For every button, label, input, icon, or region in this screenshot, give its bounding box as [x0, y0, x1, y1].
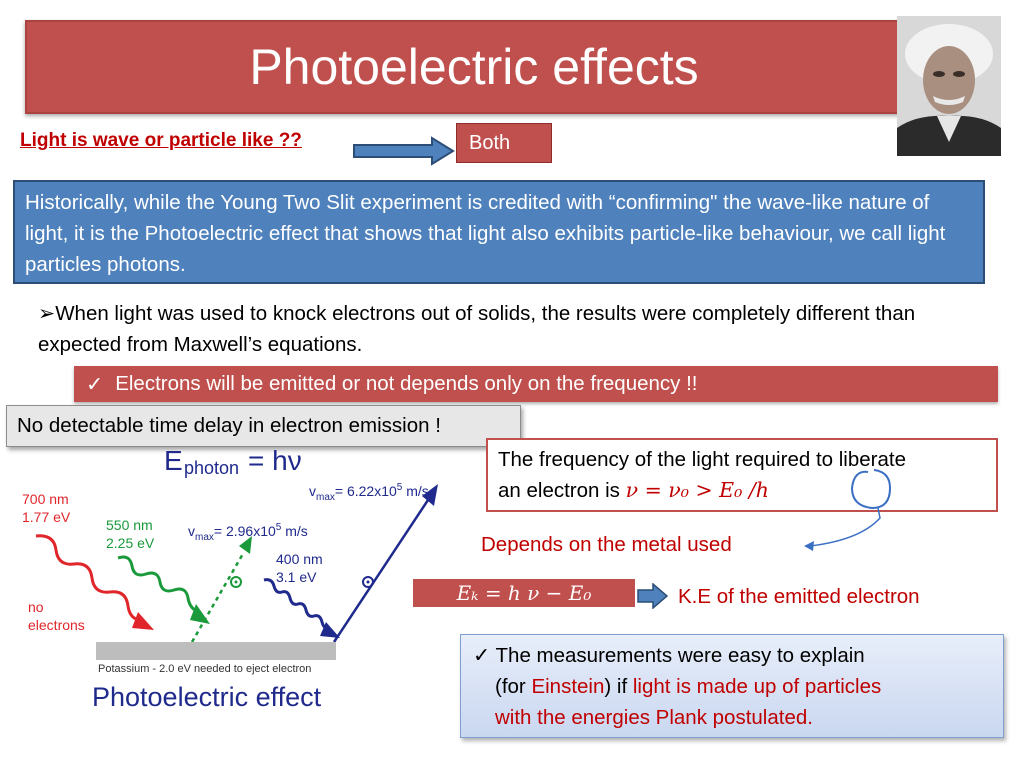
red-energy: 1.77 eV — [22, 509, 71, 525]
no-electrons-label-2: electrons — [28, 617, 85, 633]
question-text: Light is wave or particle like ?? — [20, 130, 302, 151]
no-delay-note: No detectable time delay in electron emission ! — [6, 405, 521, 447]
photon-equation-rhs: = hν — [248, 445, 302, 476]
checkmark-icon: ✓ — [473, 644, 491, 667]
blue-photon-wave — [264, 580, 340, 638]
plate-label: Potassium - 2.0 eV needed to eject electron — [98, 663, 312, 675]
arrow-right-icon — [637, 583, 669, 609]
einstein-text: Einstein — [531, 675, 605, 698]
blue-wavelength: 400 nm — [276, 551, 323, 567]
kinetic-energy-label: K.E of the emitted electron — [678, 585, 920, 608]
no-electrons-label-1: no — [28, 599, 44, 615]
bullet-item — [38, 298, 938, 360]
vmax1-label: $v_{max}= 6.22x10^5$ m/s — [309, 482, 429, 503]
diagram-caption: Photoelectric effect — [92, 682, 322, 712]
arrow-bullet-icon: ➢ — [38, 302, 56, 325]
depends-text: Depends on the metal used — [481, 533, 732, 556]
frequency-formula: ν = ν₀ > E₀ /h — [625, 478, 769, 502]
kinetic-energy-formula: Eₖ = h ν − E₀ — [413, 579, 635, 607]
photoelectric-diagram — [14, 440, 454, 720]
page-title: Photoelectric effects — [249, 39, 699, 95]
green-electron-path — [192, 536, 252, 642]
frequency-check-item — [74, 366, 998, 402]
check-text: Electrons will be emitted or not depends only on the frequency !! — [115, 372, 698, 395]
green-wavelength: 550 nm — [106, 517, 153, 533]
portrait-photo — [897, 16, 1001, 156]
photon-equation-e: E — [164, 445, 183, 476]
measurements-line2-open: (for — [495, 675, 532, 698]
particles-text: light is made up of particles — [632, 675, 882, 698]
measurements-line3: with the energies Plank postulated. — [495, 706, 813, 729]
red-wavelength: 700 nm — [22, 491, 69, 507]
measurements-line1: The measurements were easy to explain — [495, 644, 865, 667]
checkmark-icon: ✓ — [86, 372, 104, 396]
measurements-box — [460, 634, 1004, 738]
annotation-circle-arrow — [800, 462, 910, 554]
arrow-right-icon — [352, 136, 456, 166]
photon-equation-sub: photon — [184, 458, 240, 478]
title-banner — [25, 20, 903, 114]
bullet-text: When light was used to knock electrons out of solids, the results were completely different than expected from Maxwell’s equations. — [38, 302, 916, 356]
blue-energy: 3.1 eV — [276, 569, 317, 585]
blue-electron-path — [334, 484, 438, 642]
frequency-box — [486, 438, 998, 512]
frequency-line1: The frequency of the light required to liberate — [498, 448, 906, 471]
potassium-plate — [96, 642, 336, 660]
answer-box: Both — [456, 123, 552, 163]
frequency-line2: an electron is — [498, 479, 626, 502]
measurements-line2-mid: ) if — [604, 675, 633, 698]
vmax2-label: $v_{max}= 2.96x10^5$ m/s — [188, 522, 308, 543]
green-energy: 2.25 eV — [106, 535, 155, 551]
history-paragraph: Historically, while the Young Two Slit experiment is credited with “confirming" the wave-like nature of light, it is the Photoelectric effect that shows that light also exhibits particle-like behaviour, we call light particles photons. — [13, 180, 985, 284]
